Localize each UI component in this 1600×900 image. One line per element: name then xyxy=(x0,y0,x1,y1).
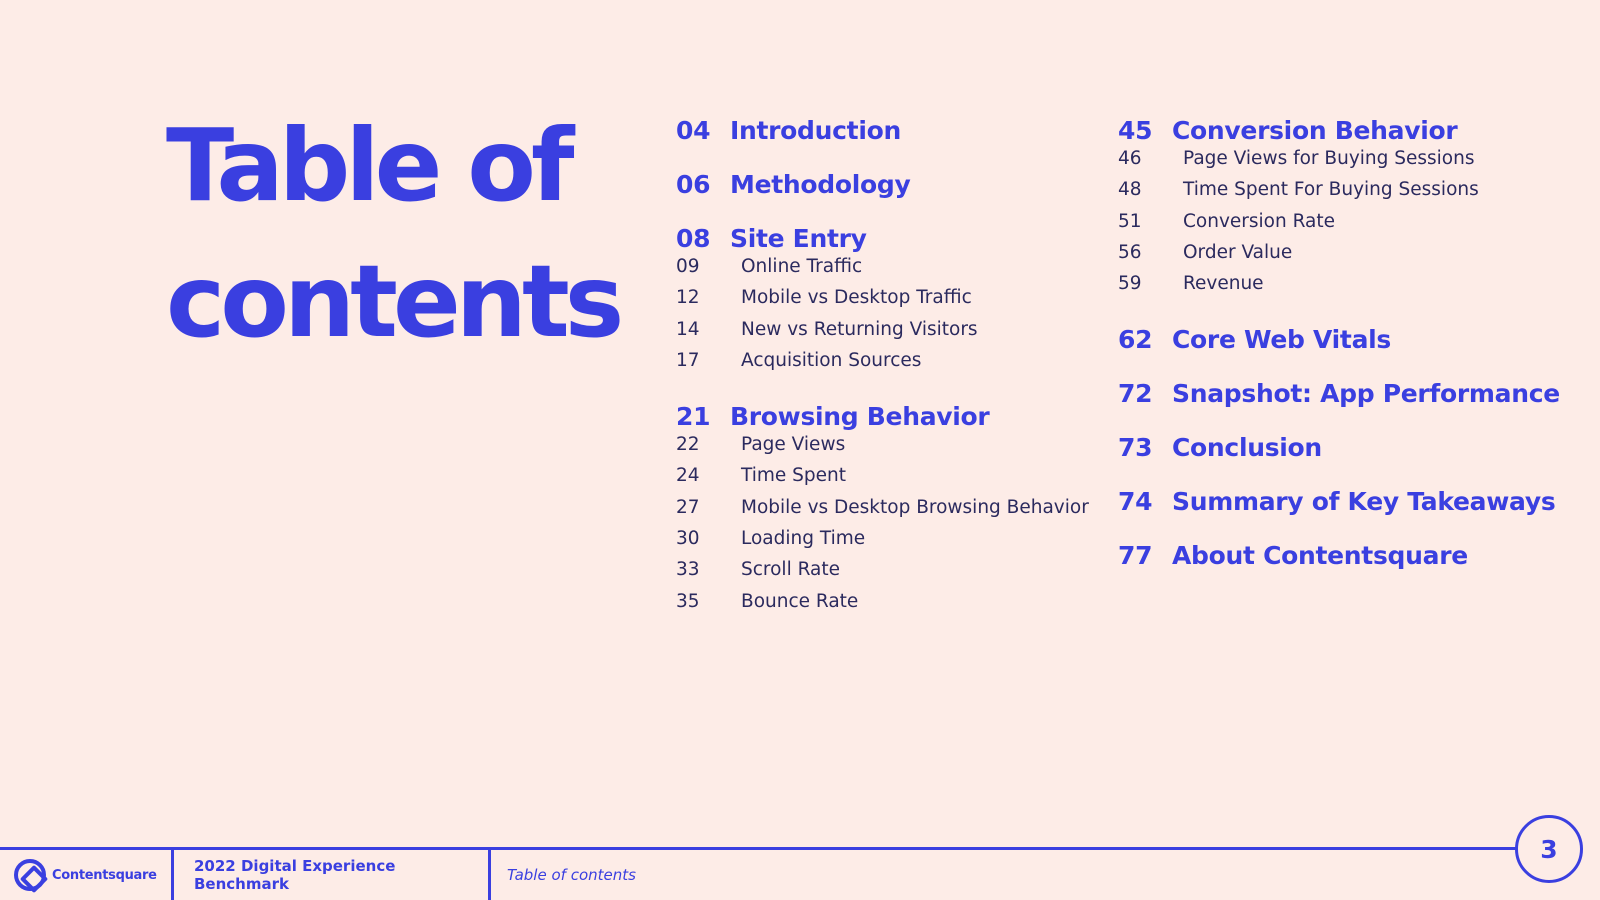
toc-subitem-label: Page Views xyxy=(741,434,846,456)
toc-subitem-label: Page Views for Buying Sessions xyxy=(1183,148,1475,169)
current-section-name: Table of contents xyxy=(507,866,636,884)
toc-section-title: Core Web Vitals xyxy=(1172,325,1391,355)
toc-subitem-page-number: 09 xyxy=(676,256,700,277)
toc-section-page-number: 62 xyxy=(1118,325,1153,355)
toc-subitem-page-number: 24 xyxy=(676,465,700,487)
page-number: 3 xyxy=(1515,815,1583,883)
toc-section-page-number: 06 xyxy=(676,170,711,199)
toc-subitem-label: Loading Time xyxy=(741,528,866,550)
toc-sublist xyxy=(1118,148,1588,304)
toc-subitem-label: Conversion Rate xyxy=(1183,210,1336,232)
toc-sublist xyxy=(676,434,1096,622)
toc-subitem[interactable] xyxy=(676,497,1096,528)
toc-section-title: Conclusion xyxy=(1172,433,1322,463)
toc-section xyxy=(1118,487,1588,519)
toc-section-title: Conversion Behavior xyxy=(1172,116,1458,145)
toc-section-page-number: 08 xyxy=(676,224,711,253)
toc-section xyxy=(676,402,1096,622)
toc-section xyxy=(1118,433,1588,465)
toc-subitem[interactable] xyxy=(1118,211,1588,242)
toc-subitem-page-number: 17 xyxy=(676,349,700,371)
toc-section-page-number: 74 xyxy=(1118,487,1153,517)
toc-subitem-label: Bounce Rate xyxy=(741,590,859,612)
toc-section-heading[interactable] xyxy=(1118,325,1588,357)
page-title: Table of contents xyxy=(166,107,620,360)
toc-section-page-number: 45 xyxy=(1118,116,1153,145)
toc-subitem-page-number: 56 xyxy=(1118,241,1142,263)
toc-section xyxy=(1118,379,1588,411)
toc-subitem-label: Order Value xyxy=(1183,241,1293,263)
toc-section-page-number: 77 xyxy=(1118,541,1153,571)
toc-subitem[interactable] xyxy=(1118,242,1588,273)
toc-subitem[interactable] xyxy=(1118,179,1588,210)
toc-subitem[interactable] xyxy=(676,559,1096,590)
toc-subitem[interactable] xyxy=(676,465,1096,496)
toc-subitem-label: New vs Returning Visitors xyxy=(741,318,978,340)
toc-section xyxy=(1118,325,1588,357)
toc-subitem-label: Time Spent xyxy=(741,465,847,487)
toc-section-heading[interactable] xyxy=(1118,379,1588,411)
toc-section-heading[interactable] xyxy=(676,224,1096,256)
toc-subitem-page-number: 30 xyxy=(676,528,700,550)
toc-section-heading[interactable] xyxy=(1118,116,1588,148)
toc-subitem[interactable] xyxy=(676,350,1096,381)
toc-section-title: Site Entry xyxy=(730,224,867,253)
toc-subitem[interactable] xyxy=(676,591,1096,622)
toc-section-heading[interactable] xyxy=(1118,487,1588,519)
toc-subitem[interactable] xyxy=(676,256,1096,287)
toc-section-title: Browsing Behavior xyxy=(730,402,990,432)
toc-subitem-page-number: 33 xyxy=(676,559,700,581)
toc-section-heading[interactable] xyxy=(676,170,1096,202)
toc-subitem[interactable] xyxy=(676,528,1096,559)
toc-subitem-page-number: 14 xyxy=(676,318,700,340)
report-name: 2022 Digital Experience Benchmark xyxy=(174,850,491,900)
toc-section-page-number: 04 xyxy=(676,116,711,145)
toc-section xyxy=(676,170,1096,202)
toc-section xyxy=(676,224,1096,381)
toc-subitem[interactable] xyxy=(676,434,1096,465)
toc-subitem[interactable] xyxy=(676,287,1096,318)
toc-subitem[interactable] xyxy=(1118,273,1588,304)
toc-subitem-label: Time Spent For Buying Sessions xyxy=(1183,179,1479,201)
toc-column-2 xyxy=(1118,116,1588,595)
toc-subitem-page-number: 46 xyxy=(1118,148,1142,169)
brand-name: Contentsquare xyxy=(52,867,157,883)
toc-section xyxy=(676,116,1096,148)
toc-subitem-label: Scroll Rate xyxy=(741,559,841,581)
toc-sublist xyxy=(676,256,1096,381)
toc-subitem-page-number: 12 xyxy=(676,287,700,309)
toc-section xyxy=(1118,116,1588,304)
toc-subitem-label: Mobile vs Desktop Traffic xyxy=(741,287,972,309)
toc-section-heading[interactable] xyxy=(1118,433,1588,465)
toc-subitem-page-number: 48 xyxy=(1118,179,1142,201)
toc-subitem-page-number: 27 xyxy=(676,496,700,518)
toc-section-title: Introduction xyxy=(730,116,901,145)
toc-subitem-label: Revenue xyxy=(1183,273,1264,295)
toc-subitem-label: Mobile vs Desktop Browsing Behavior xyxy=(741,496,1089,518)
toc-section-title: Snapshot: App Performance xyxy=(1172,379,1560,409)
toc-subitem-page-number: 35 xyxy=(676,590,700,612)
toc-section-title: Summary of Key Takeaways xyxy=(1172,487,1556,517)
toc-section-heading[interactable] xyxy=(676,116,1096,148)
brand-logo xyxy=(0,850,174,900)
toc-subitem[interactable] xyxy=(676,319,1096,350)
toc-section-heading[interactable] xyxy=(1118,541,1588,573)
toc-subitem[interactable] xyxy=(1118,148,1588,179)
footer xyxy=(0,850,1600,900)
toc-section xyxy=(1118,541,1588,573)
toc-column-1 xyxy=(676,116,1096,643)
toc-subitem-label: Acquisition Sources xyxy=(741,349,922,371)
toc-subitem-page-number: 59 xyxy=(1118,273,1142,295)
toc-section-heading[interactable] xyxy=(676,402,1096,434)
toc-subitem-page-number: 51 xyxy=(1118,210,1142,232)
toc-section-title: About Contentsquare xyxy=(1172,541,1468,571)
toc-section-title: Methodology xyxy=(730,170,911,199)
toc-section-page-number: 72 xyxy=(1118,379,1153,409)
toc-subitem-page-number: 22 xyxy=(676,434,700,456)
toc-section-page-number: 73 xyxy=(1118,433,1153,463)
toc-section-page-number: 21 xyxy=(676,402,711,432)
contentsquare-logo-icon xyxy=(14,859,46,891)
toc-subitem-label: Online Traffic xyxy=(741,256,863,277)
